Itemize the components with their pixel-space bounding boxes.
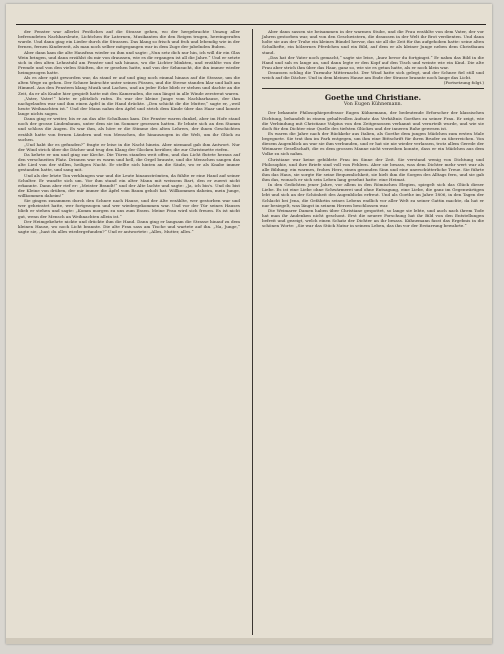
- article-byline: Von Eugen Kühnemann.: [343, 102, 403, 108]
- newspaper-page: [6, 4, 492, 644]
- paragraph: Dann ging er weiter, bis er an das alte Schulhaus kam. Die Fenster waren dunkel, aber im Hofe stand noch der grosse Lindenbaum, unter dem sie im Sommer gesessen hatten. Er lehnte sich an den Stamm und schloss die Augen. Es war ihm, als höre er die Stimme des alten Lehrers, der ihnen Geschichten erzählt hatte von fernen Ländern und von Menschen, die hinauszogen in die Welt, um ihr Glück zu suchen.: [18, 116, 240, 142]
- paragraph: Draussen schlug die Turmuhr Mitternacht. Der Wind hatte sich gelegt, und der Schnee fiel still und weich auf die Dächer. Und in dem kleinen Hause am Ende der Strasse brannte noch lange das Licht.: [262, 70, 484, 81]
- article-title: Goethe und Christiane.: [324, 93, 422, 103]
- paragraph: der Fenster war allerlei Festliches auf die Strasse gehen, wo der hergebrachte Umzug aller befreundeten Nachbarsleute, Lichtchen für Laternen, Musikanten die den Reigen trugen, hereingerufen wurde. Und dann ging ein Lieder durch die Strassen. Das klang so frisch und froh und lebendig wie in der fernen, fernen Kinderzeit, als man noch selber mitgegangen war in dem Zuge der jubelnden Buben.: [18, 29, 240, 50]
- text-frame: [16, 24, 486, 640]
- continuation-note: (Fortsetzung folgt.): [443, 80, 484, 86]
- paragraph: Als es aber spät geworden war, da stand er auf und ging noch einmal hinaus auf die Strasse, um die alten Wege zu gehen. Der Schnee knirschte unter seinen Füssen, und die Sterne standen klar und kalt am Himmel. Aus den Fenstern klang Musik und Lachen, und an jeder Ecke blieb er stehen und dachte an die Zeit, da er als Knabe hier gespielt hatte mit den Kameraden, die nun längst in alle Winde zerstreut waren.: [18, 75, 240, 96]
- paragraph: Und als der letzte Ton verklungen war und die Leute hinausströmten, da fühlte er eine Hand auf seiner Schulter. Er wandte sich um. Vor ihm stand ein alter Mann mit weissem Bart, den er zuerst nicht erkannte. Dann aber rief er: „Meister Brandt!“ und der Alte lachte und sagte: „Ja, ich bin's. Und du bist der Kleine von drüben, der mir immer die Äpfel vom Baum geholt hat. Willkommen daheim, mein Junge, willkommen daheim!“: [18, 172, 240, 198]
- paragraph: Der Heimgekehrte nickte und drückte ihm die Hand. Dann ging er langsam die Strasse hinauf zu dem kleinen Hause, wo noch Licht brannte. Die alte Frau sass am Tische und wartete auf ihn. „Na, Junge,“ sagte sie, „hast du alles wiedergefunden?“ Und er antwortete: „Alles, Mutter, alles.“: [18, 218, 240, 234]
- paragraph: In den Gedichten jener Jahre, vor allem in den Römischen Elegien, spiegelt sich das Glück dieser Liebe. Es ist eine Liebe ohne Schwärmerei und ohne Entsagung, eine Liebe, die ganz im Gegenwärtigen lebt und sich an der Schönheit des Augenblicks erfreut. Und als Goethe im Jahre 1806, in den Tagen der Schlacht bei Jena, die Gefährtin seines Lebens endlich vor aller Welt zu seiner Gattin machte, da hat er nur besiegelt, was längst in seinem Herzen beschlossen war.: [262, 182, 484, 208]
- paragraph: Aber dann sassen sie beisammen in der warmen Stube, und die Frau erzählte von dem Vater, der vor Jahren gestorben war, und von den Geschwistern, die draussen in der Welt ihr Brot verdienten. Und dann holte sie aus der Truhe ein kleines Bündel hervor, das sie all die Zeit für ihn aufgehoben hatte: seine alten Schulhefte, ein hölzernes Pferdchen und ein Bild, auf dem er als kleiner Junge neben dem Christbaum stand.: [262, 29, 484, 55]
- paragraph: Der bekannte Philosophieprofessor Eugen Kühnemann, der bedeutende Erforscher der klassischen Dichtung, behandelt in einem gehaltvollen Aufsatz das Verhältnis Goethes zu seiner Frau. Er zeigt, wie die Verbindung mit Christiane Vulpius von den Zeitgenossen verkannt und verurteilt wurde, und wie sie doch für den Dichter eine Quelle des tiefsten Glückes und der inneren Ruhe gewesen ist.: [262, 110, 484, 131]
- paragraph: Aber dann kam die alte Hausfrau wieder zu ihm und sagte: „Nun setz dich nur hin, ich will dir ein Glas Wein bringen, und dann erzählst du mir von draussen, wie es dir ergangen ist all die Jahre.“ Und er setzte sich in den alten Lehnstuhl am Fenster und sah hinaus, wo die Lichter blinkten, und erzählte von der Fremde und von den vielen Städten, die er gesehen hatte, und von der Sehnsucht, die ihn immer wieder heimgezogen hatte.: [18, 49, 240, 75]
- left-column: [18, 29, 240, 234]
- paragraph: Sie gingen zusammen durch den Schnee nach Hause, und der Alte erzählte, wer gestorben war und wer geheiratet hatte, wer fortgezogen und wer wiedergekommen war. Und vor der Tür seines Hauses blieb er stehen und sagte: „Komm morgen zu uns zum Essen. Meine Frau wird sich freuen. Es ist nicht gut, wenn der Mensch an Weihnachten allein ist.“: [18, 198, 240, 219]
- paragraph: Die Weimarer Damen haben über Christiane gespottet, so lange sie lebte, und auch nach ihrem Tode hat man ihr Andenken nicht geschont. Erst die neuere Forschung hat ihr Bild von den Entstellungen befreit und gezeigt, welch einen Schatz der Dichter an ihr besass. Kühnemann fasst das Ergebnis in die schönen Worte: „Sie war das Stück Natur in seinem Leben, das ihn vor der Erstarrung bewahrte.“: [262, 207, 484, 229]
- paragraph: Es waren die Jahre nach der Rückkehr aus Italien, als Goethe dem jungen Mädchen zum ersten Male begegnete. Sie trat ihm im Park entgegen, um ihm eine Bittschrift für ihren Bruder zu überreichen. Von diesem Augenblick an war sie ihm verbunden, und er hat sie nie wieder verlassen, trotz allem Gerede der Weimarer Gesellschaft, die es dem grossen Manne nicht verzeihen konnte, dass er ein Mädchen aus dem Volke zu sich nahm.: [262, 130, 484, 157]
- paragraph: „Das hat der Vater noch gemacht,“ sagte sie leise, „kurz bevor du fortgingst.“ Er nahm das Bild in die Hand und sah es lange an, und dann legte er den Kopf auf den Tisch und weinte wie ein Kind. Die alte Frau aber strich ihm über das Haar, ganz so, wie sie es getan hatte, als er noch klein war.: [262, 54, 484, 70]
- paragraph: „Vater, Vater!“ hörte er plötzlich rufen. Es war der kleine Junge vom Nachbarhause, der ihm nachgelaufen war und ihm einen Apfel in die Hand drückte. „Den schickt dir die Mutter,“ sagte er, „weil heute Weihnachten ist.“ Und der Mann nahm den Apfel und strich dem Kinde über das Haar und konnte lange nichts sagen.: [18, 95, 240, 116]
- section-divider: [262, 88, 484, 89]
- paragraph: „Und habt ihr es gefunden?“ fragte er leise in die Nacht hinein. Aber niemand gab ihm Antwort. Nur der Wind strich über die Dächer und trug den Klang der Glocken herüber, die zur Christmette riefen.: [18, 141, 240, 152]
- right-column: [262, 29, 484, 228]
- page-bottom-edge: [6, 638, 492, 644]
- column-divider: [252, 29, 253, 635]
- paragraph: Da kehrte er um und ging zur Kirche. Die Türen standen weit offen, und das Licht flutete heraus auf den verschneiten Platz. Drinnen war es warm und hell, die Orgel brauste, und die Menschen sangen das alte Lied von der stillen, heiligen Nacht. Er stellte sich hinten an die Säule, wo er als Knabe immer gestanden hatte, und sang mit.: [18, 152, 240, 173]
- paragraph: Christiane war keine gebildete Frau im Sinne der Zeit. Sie verstand wenig von Dichtung und Philosophie, und ihre Briefe sind voll von Fehlern. Aber sie besass, was dem Dichter mehr wert war als alle Bildung: ein warmes, frohes Herz, einen gesunden Sinn und eine unerschütterliche Treue. Sie führte ihm das Haus, sie sorgte für seine Bequemlichkeit, sie hielt ihm die Sorgen des Alltags fern, und sie gab ihm das, wonach er sich sein Leben lang gesehnt hatte: eine Heimat.: [262, 156, 484, 182]
